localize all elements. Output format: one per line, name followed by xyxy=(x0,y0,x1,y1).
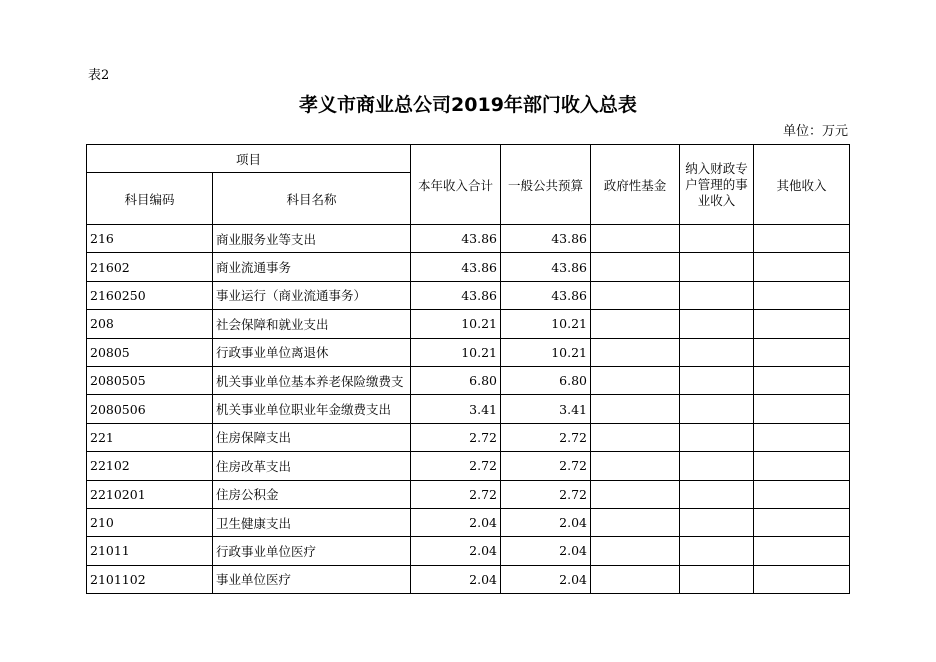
cell-name: 事业运行（商业流通事务） xyxy=(213,281,411,309)
cell-other-income xyxy=(754,480,850,508)
cell-gov-fund xyxy=(591,508,680,536)
page-title: 孝义市商业总公司2019年部门收入总表 xyxy=(299,94,637,116)
cell-name: 机关事业单位职业年金缴费支出 xyxy=(213,395,411,423)
cell-special-account xyxy=(680,508,754,536)
table-row xyxy=(87,310,850,338)
cell-general-budget: 10.21 xyxy=(501,338,591,366)
table-row xyxy=(87,338,850,366)
cell-code: 208 xyxy=(87,310,213,338)
cell-gov-fund xyxy=(591,537,680,565)
cell-gov-fund xyxy=(591,452,680,480)
cell-special-account xyxy=(680,565,754,593)
header-other-income: 其他收入 xyxy=(754,145,850,225)
table-row xyxy=(87,537,850,565)
cell-other-income xyxy=(754,452,850,480)
cell-special-account xyxy=(680,310,754,338)
cell-special-account xyxy=(680,338,754,366)
cell-general-budget: 43.86 xyxy=(501,225,591,253)
income-table xyxy=(86,144,850,594)
cell-general-budget: 2.04 xyxy=(501,537,591,565)
table-row xyxy=(87,281,850,309)
cell-name: 住房公积金 xyxy=(213,480,411,508)
cell-total: 43.86 xyxy=(411,225,501,253)
unit-label: 单位：万元 xyxy=(782,124,848,139)
header-name: 科目名称 xyxy=(213,173,411,225)
cell-name: 事业单位医疗 xyxy=(213,565,411,593)
cell-code: 2101102 xyxy=(87,565,213,593)
cell-total: 6.80 xyxy=(411,366,501,394)
header-special-account: 纳入财政专户管理的事业收入 xyxy=(680,145,754,225)
header-total: 本年收入合计 xyxy=(411,145,501,225)
cell-code: 22102 xyxy=(87,452,213,480)
cell-special-account xyxy=(680,452,754,480)
cell-other-income xyxy=(754,338,850,366)
table-row xyxy=(87,395,850,423)
cell-gov-fund xyxy=(591,225,680,253)
cell-name: 商业服务业等支出 xyxy=(213,225,411,253)
cell-code: 21011 xyxy=(87,537,213,565)
table-row xyxy=(87,508,850,536)
cell-special-account xyxy=(680,281,754,309)
cell-other-income xyxy=(754,225,850,253)
cell-code: 210 xyxy=(87,508,213,536)
cell-name: 商业流通事务 xyxy=(213,253,411,281)
cell-total: 2.72 xyxy=(411,452,501,480)
cell-total: 43.86 xyxy=(411,253,501,281)
cell-gov-fund xyxy=(591,338,680,366)
table-row xyxy=(87,452,850,480)
header-code: 科目编码 xyxy=(87,173,213,225)
cell-general-budget: 2.04 xyxy=(501,508,591,536)
cell-general-budget: 10.21 xyxy=(501,310,591,338)
table-row xyxy=(87,565,850,593)
cell-special-account xyxy=(680,366,754,394)
cell-code: 21602 xyxy=(87,253,213,281)
cell-general-budget: 2.04 xyxy=(501,565,591,593)
cell-total: 10.21 xyxy=(411,310,501,338)
cell-code: 2160250 xyxy=(87,281,213,309)
cell-code: 2080505 xyxy=(87,366,213,394)
cell-other-income xyxy=(754,281,850,309)
cell-general-budget: 2.72 xyxy=(501,423,591,451)
cell-name: 社会保障和就业支出 xyxy=(213,310,411,338)
cell-other-income xyxy=(754,565,850,593)
cell-gov-fund xyxy=(591,565,680,593)
cell-code: 216 xyxy=(87,225,213,253)
cell-total: 2.04 xyxy=(411,565,501,593)
table-row xyxy=(87,423,850,451)
cell-general-budget: 2.72 xyxy=(501,452,591,480)
table-number: 表2 xyxy=(88,68,110,83)
cell-gov-fund xyxy=(591,366,680,394)
header-general-budget: 一般公共预算 xyxy=(501,145,591,225)
cell-special-account xyxy=(680,253,754,281)
cell-name: 行政事业单位离退休 xyxy=(213,338,411,366)
cell-other-income xyxy=(754,253,850,281)
cell-general-budget: 43.86 xyxy=(501,281,591,309)
cell-general-budget: 3.41 xyxy=(501,395,591,423)
table-row xyxy=(87,366,850,394)
cell-name: 住房保障支出 xyxy=(213,423,411,451)
cell-total: 2.04 xyxy=(411,537,501,565)
cell-gov-fund xyxy=(591,253,680,281)
header-project: 项目 xyxy=(87,145,411,173)
cell-other-income xyxy=(754,423,850,451)
cell-other-income xyxy=(754,310,850,338)
cell-gov-fund xyxy=(591,281,680,309)
cell-general-budget: 6.80 xyxy=(501,366,591,394)
cell-name: 卫生健康支出 xyxy=(213,508,411,536)
cell-special-account xyxy=(680,537,754,565)
cell-gov-fund xyxy=(591,395,680,423)
cell-total: 2.04 xyxy=(411,508,501,536)
cell-name: 住房改革支出 xyxy=(213,452,411,480)
cell-code: 2210201 xyxy=(87,480,213,508)
cell-total: 43.86 xyxy=(411,281,501,309)
cell-gov-fund xyxy=(591,423,680,451)
cell-special-account xyxy=(680,395,754,423)
cell-total: 3.41 xyxy=(411,395,501,423)
cell-general-budget: 43.86 xyxy=(501,253,591,281)
cell-total: 2.72 xyxy=(411,480,501,508)
cell-name: 行政事业单位医疗 xyxy=(213,537,411,565)
cell-name: 机关事业单位基本养老保险缴费支 xyxy=(213,366,411,394)
cell-gov-fund xyxy=(591,310,680,338)
cell-code: 20805 xyxy=(87,338,213,366)
table-row xyxy=(87,480,850,508)
table-row xyxy=(87,253,850,281)
cell-other-income xyxy=(754,366,850,394)
header-row-1 xyxy=(87,145,850,173)
cell-other-income xyxy=(754,537,850,565)
table-row xyxy=(87,225,850,253)
cell-special-account xyxy=(680,423,754,451)
cell-general-budget: 2.72 xyxy=(501,480,591,508)
header-gov-fund: 政府性基金 xyxy=(591,145,680,225)
cell-gov-fund xyxy=(591,480,680,508)
cell-other-income xyxy=(754,395,850,423)
cell-code: 221 xyxy=(87,423,213,451)
cell-special-account xyxy=(680,480,754,508)
cell-total: 2.72 xyxy=(411,423,501,451)
cell-total: 10.21 xyxy=(411,338,501,366)
cell-special-account xyxy=(680,225,754,253)
cell-code: 2080506 xyxy=(87,395,213,423)
cell-other-income xyxy=(754,508,850,536)
